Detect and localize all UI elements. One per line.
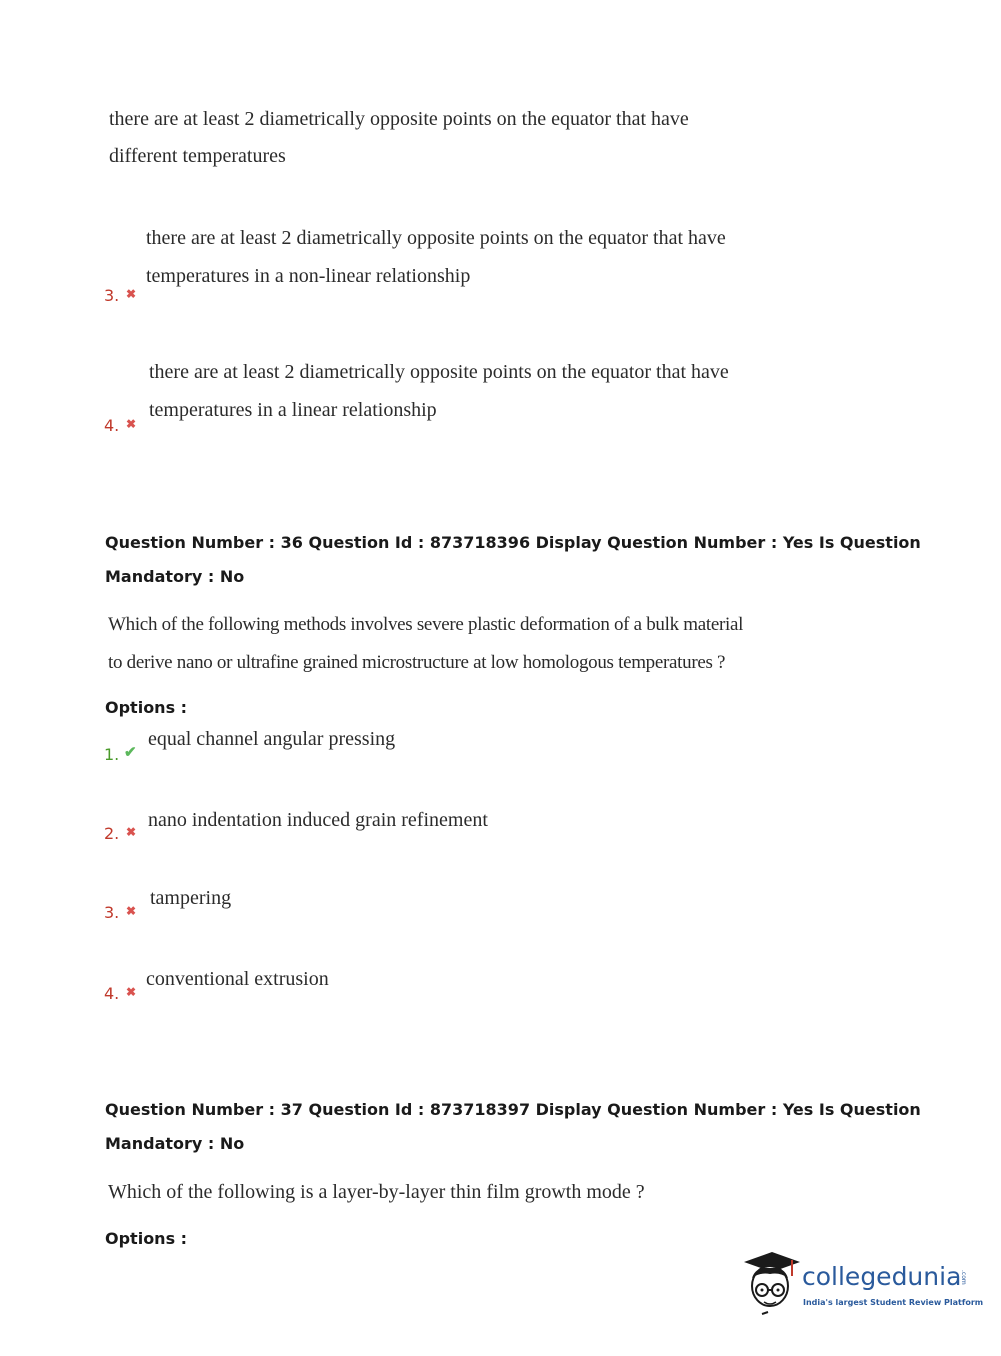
option-number: 4. <box>104 984 120 1003</box>
option-text-line2: temperatures in a linear relationship <box>149 399 437 421</box>
option-text-line1: there are at least 2 diametrically opposite points on the equator that have <box>146 227 726 249</box>
prev-option2-line1: there are at least 2 diametrically opposite points on the equator that have <box>109 108 689 130</box>
option-text: tampering <box>150 887 232 909</box>
cross-icon: ✖ <box>126 825 137 839</box>
option-text: conventional extrusion <box>146 968 329 990</box>
option-number: 1. <box>104 745 120 764</box>
cross-icon: ✖ <box>126 985 137 999</box>
question-header-mandatory: Mandatory : No <box>105 567 245 586</box>
collegedunia-logo <box>740 1248 984 1318</box>
question-header: Question Number : 37 Question Id : 873718397 Display Question Number : Yes Is Question <box>105 1100 921 1119</box>
logo-wordmark: collegedunia <box>802 1262 962 1291</box>
option-number: 4. <box>104 416 120 435</box>
question-text-line2: to derive nano or ultrafine grained microstructure at low homologous temperatures ? <box>108 652 726 673</box>
cross-icon: ✖ <box>126 287 137 301</box>
option-text: nano indentation induced grain refinement <box>148 809 488 831</box>
question-header: Question Number : 36 Question Id : 873718396 Display Question Number : Yes Is Question <box>105 533 921 552</box>
question-header-mandatory: Mandatory : No <box>105 1134 245 1153</box>
check-icon: ✔ <box>124 745 137 761</box>
option-number: 3. <box>104 286 120 305</box>
logo-tagline: India's largest Student Review Platform <box>803 1298 984 1307</box>
option-text: equal channel angular pressing <box>148 728 396 750</box>
question-text-line1: Which of the following methods involves severe plastic deformation of a bulk material <box>108 614 744 635</box>
options-label: Options : <box>105 1229 188 1248</box>
prev-option2-line2: different temperatures <box>109 145 286 167</box>
mascot-icon <box>740 1248 802 1316</box>
option-number: 2. <box>104 824 120 843</box>
option-number: 3. <box>104 903 120 922</box>
cross-icon: ✖ <box>126 417 137 431</box>
logo-suffix: .com <box>960 1270 967 1285</box>
question-text-line1: Which of the following is a layer-by-layer thin film growth mode ? <box>108 1181 645 1203</box>
options-label: Options : <box>105 698 188 717</box>
option-text-line1: there are at least 2 diametrically opposite points on the equator that have <box>149 361 729 383</box>
cross-icon: ✖ <box>126 904 137 918</box>
option-text-line2: temperatures in a non-linear relationship <box>146 265 471 287</box>
